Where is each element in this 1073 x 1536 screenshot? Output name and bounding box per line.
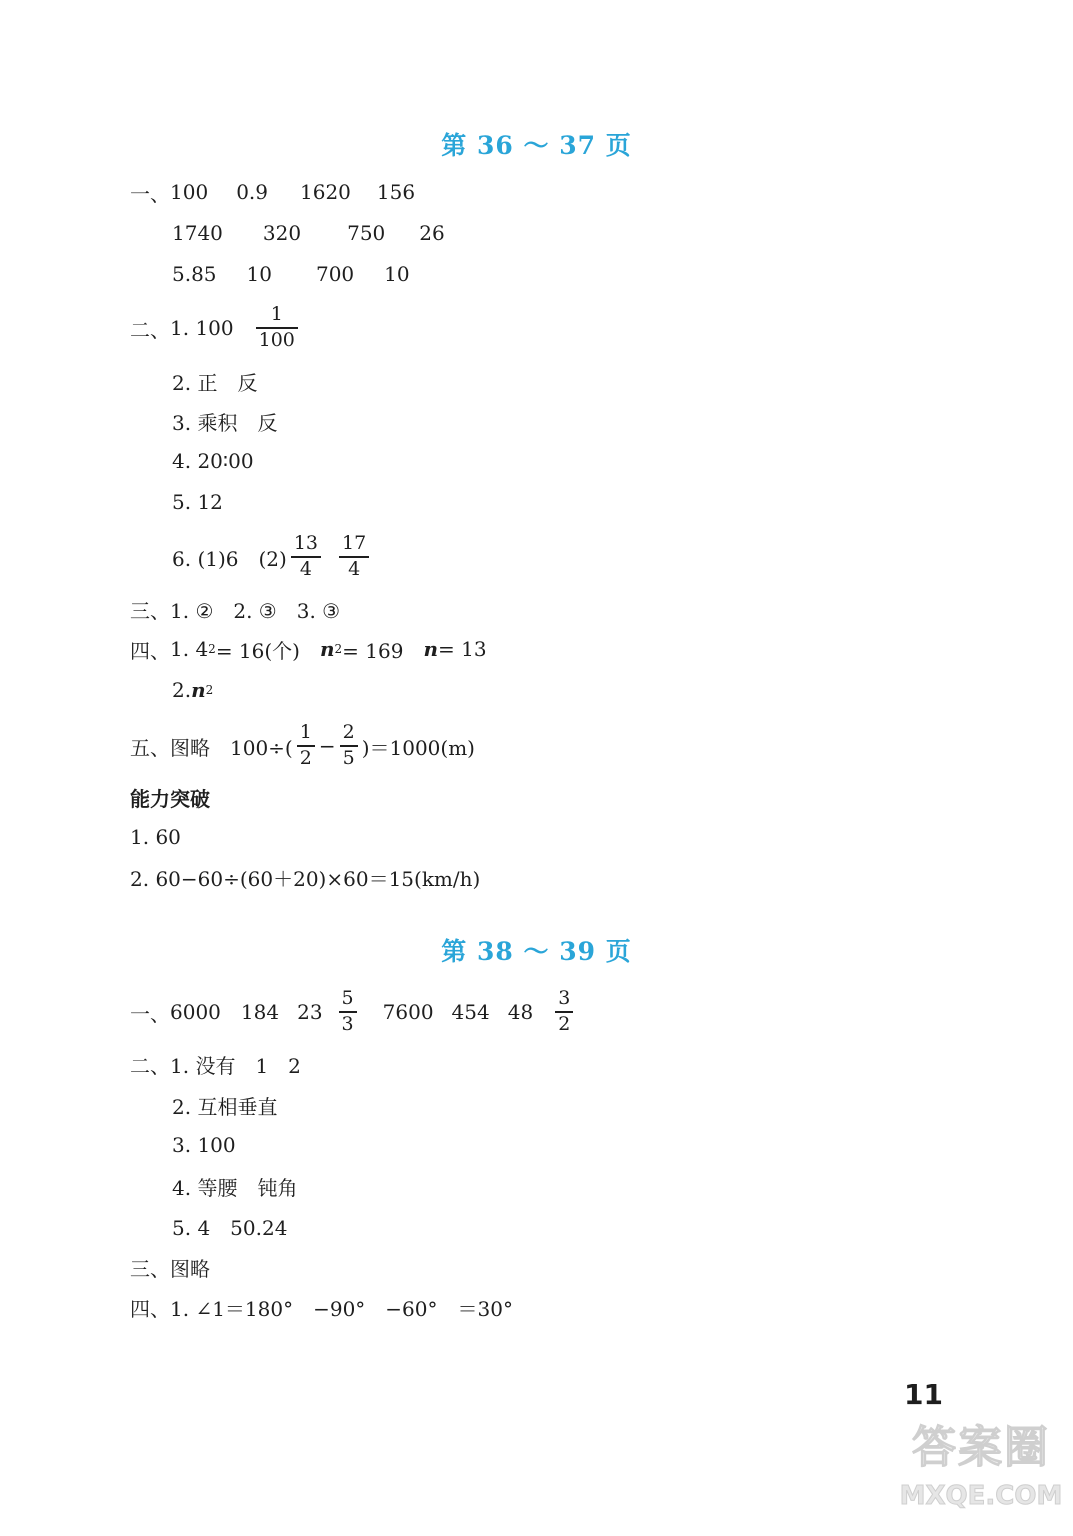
- s1-q1-row1: 一、 100 0.9 1620 156: [130, 180, 416, 206]
- s2-q3: 三、 图略: [130, 1256, 210, 1281]
- section-heading-38-39: 第 38 ～ 39 页: [441, 937, 632, 966]
- s1-q1-row3: 5.85 10 700 10: [172, 262, 410, 286]
- s2-q1: 一、 6000 184 23 $\frac{5}{3}$ 7600 454 48 $\frac{3}{2}$: [130, 982, 577, 1042]
- fraction-1-100: $\frac{1}{100}$: [256, 305, 298, 351]
- ability-title: 能力突破: [130, 786, 210, 811]
- s1-q2-item4: 4. 20∶00: [172, 449, 254, 473]
- s1-q2-item6: 6. (1)6 (2) $\frac{13}{4}$ $\frac{17}{4}$: [172, 527, 373, 587]
- s1-q2-item1: 二、 1. 100 $\frac{1}{100}$: [130, 298, 302, 358]
- s2-q2-item1: 二、 1. 没有 1 2: [130, 1053, 301, 1078]
- s1-q4-item2: 2. n 2: [172, 678, 214, 702]
- s2-q4: 四、 1. ∠1＝180° −90° −60° ＝30°: [130, 1296, 513, 1321]
- page-number: 11: [904, 1378, 943, 1411]
- s2-q2-item3: 3. 100: [172, 1133, 236, 1157]
- ability-item2: 2. 60−60÷(60＋20)×60＝15(km/h): [130, 866, 481, 891]
- fraction-1-2: $\frac{1}{2}$: [297, 723, 315, 769]
- s1-q2-item3: 3. 乘积 反: [172, 410, 278, 435]
- s2-q2-item5: 5. 4 50.24: [172, 1215, 288, 1240]
- s1-q4-item1: 四、 1. 4 2 = 16(个) n 2 = 169 n = 13: [130, 637, 487, 663]
- fraction-13-4: $\frac{13}{4}$: [291, 534, 321, 580]
- s2-q2-item4: 4. 等腰 钝角: [172, 1175, 298, 1200]
- section-heading-36-37: 第 36 ～ 37 页: [441, 131, 632, 160]
- fraction-2-5: $\frac{2}{5}$: [340, 723, 358, 769]
- fraction-5-3: $\frac{5}{3}$: [339, 989, 357, 1035]
- s1-q2-item2: 2. 正 反: [172, 370, 258, 395]
- s1-q1-row2: 1740 320 750 26: [172, 221, 445, 245]
- s1-q3: 三、 1. ② 2. ③ 3. ③: [130, 598, 341, 623]
- s1-q2-item5: 5. 12: [172, 490, 223, 514]
- s2-q2-item2: 2. 互相垂直: [172, 1094, 278, 1119]
- fraction-3-2: $\frac{3}{2}$: [555, 989, 573, 1035]
- watermark-logo: 答案圈 MXQE.COM: [899, 1422, 1063, 1511]
- s1-q5: 五、 图略 100÷( $\frac{1}{2}$ − $\frac{2}{5}$ )＝1000(m): [130, 721, 475, 769]
- ability-item1: 1. 60: [130, 825, 181, 849]
- fraction-17-4: $\frac{17}{4}$: [339, 534, 369, 580]
